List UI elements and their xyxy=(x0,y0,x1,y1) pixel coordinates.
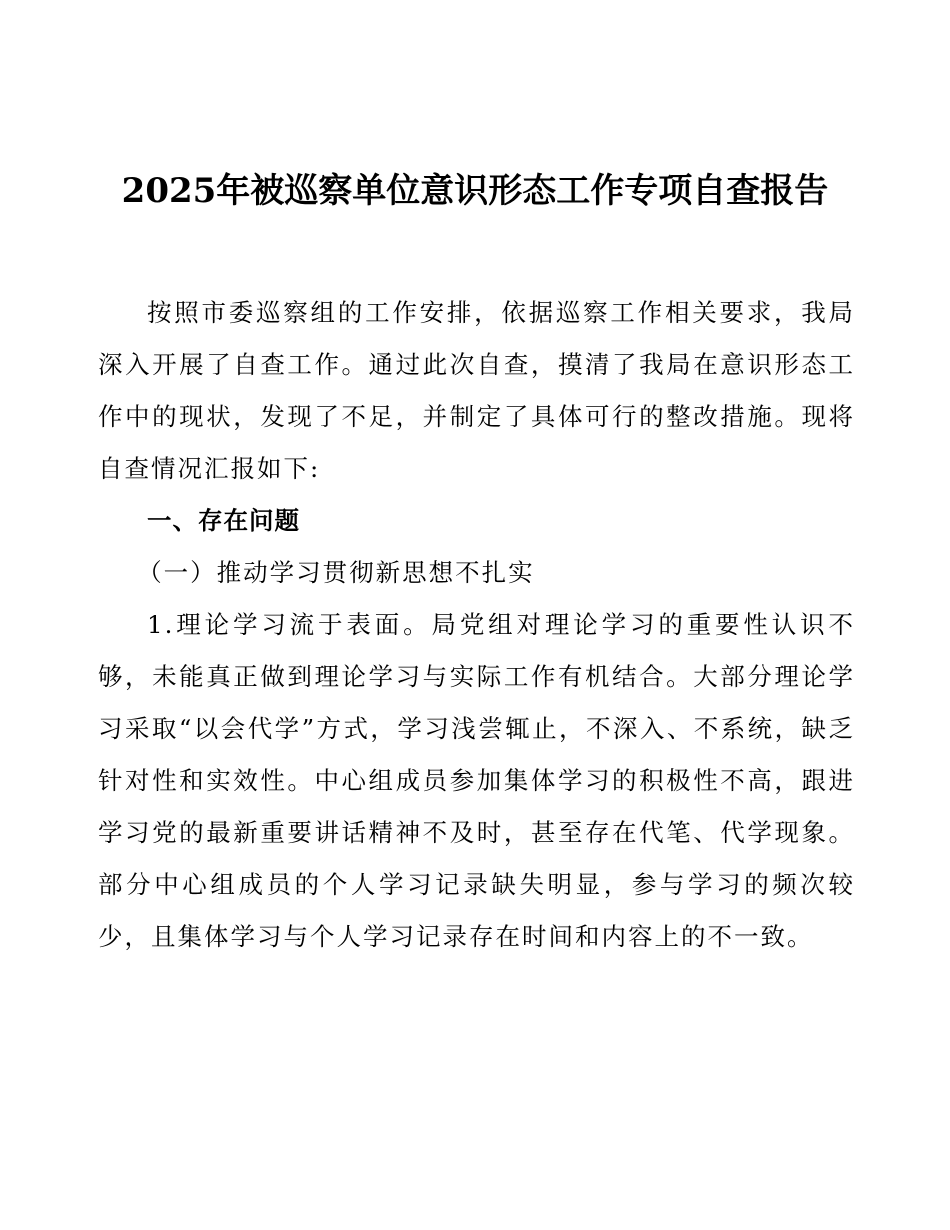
item-paragraph: 1.理论学习流于表面。局党组对理论学习的重要性认识不够，未能真正做到理论学习与实际工作有机结合。大部分理论学习采取“以会代学”方式，学习浅尝辄止，不深入、不系统，缺乏针对性和实效性。中心组成员参加集体学习的积极性不高，跟进学习党的最新重要讲话精神不及时，甚至存在代笔、代学现象。部分中心组成员的个人学习记录缺失明显，参与学习的频次较少，且集体学习与个人学习记录存在时间和内容上的不一致。 xyxy=(98,610,855,951)
subsection-heading: （一）推动学习贯彻新思想不扎实 xyxy=(137,558,535,587)
intro-paragraph: 按照市委巡察组的工作安排，依据巡察工作相关要求，我局深入开展了自查工作。通过此次自查，摸清了我局在意识形态工作中的现状，发现了不足，并制定了具体可行的整改措施。现将自查情况汇报如下: xyxy=(98,298,855,483)
document-body xyxy=(98,287,855,963)
section-heading: 一、存在问题 xyxy=(147,506,300,535)
document-title: 2025年被巡察单位意识形态工作专项自查报告 xyxy=(121,171,829,211)
